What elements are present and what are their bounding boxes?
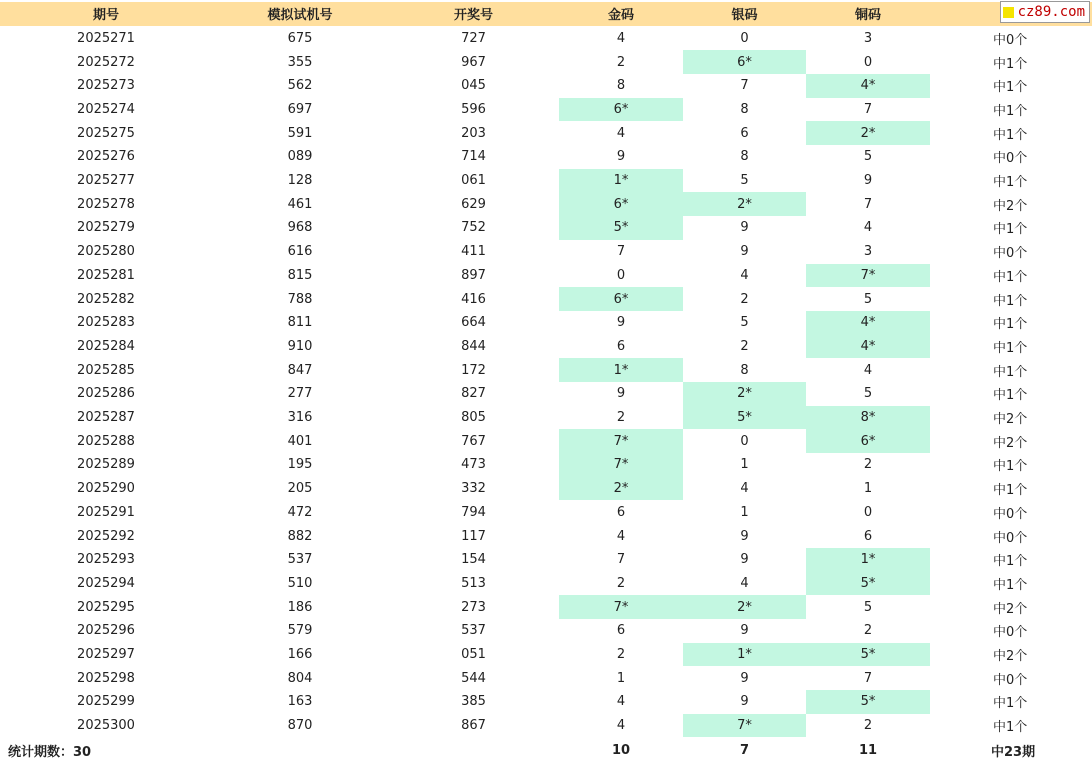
cell-period: 2025286 [77,386,135,402]
cell-test-number: 205 [287,481,313,497]
cell-bronze-digit: 5 [863,599,873,615]
table-row [0,287,1092,311]
cell-hit-count: 中0个 [993,151,1028,167]
cell-period: 2025293 [77,552,135,568]
cell-bronze-digit: 2 [863,457,873,473]
cell-hit-count: 中0个 [993,32,1028,48]
cell-draw-number: 051 [461,647,486,663]
table-row [0,666,1092,690]
cell-silver-digit: 6* [683,50,806,74]
cell-hit-count: 中2个 [993,198,1028,214]
cell-gold-digit: 6* [559,98,683,122]
cell-draw-number: 154 [461,552,486,568]
cell-gold-digit: 4 [616,125,626,141]
table-row [0,524,1092,548]
cell-gold-digit: 2 [616,410,626,426]
cell-period: 2025292 [77,528,135,544]
cell-period: 2025295 [77,599,135,615]
cell-silver-digit: 5 [740,173,749,189]
cell-test-number: 968 [287,220,313,236]
cell-period: 2025275 [77,125,135,141]
header-draw-number: 开奖号 [388,2,559,26]
cell-gold-digit: 1* [559,358,683,382]
watermark-text: cz89.com [1017,4,1085,20]
cell-draw-number: 967 [461,54,486,70]
cell-silver-digit: 9 [740,244,749,260]
cell-silver-digit: 0 [740,433,749,449]
cell-silver-digit: 9 [740,623,749,639]
cell-silver-digit: 4 [740,575,749,591]
cell-test-number: 089 [287,149,313,165]
cell-gold-digit: 2 [616,647,626,663]
cell-period: 2025299 [77,694,135,710]
cell-gold-digit: 1* [559,169,683,193]
cell-hit-count: 中1个 [993,56,1028,72]
cell-bronze-digit: 2 [863,718,873,734]
cell-silver-digit: 6 [740,125,749,141]
cell-period: 2025278 [77,196,135,212]
cell-gold-digit: 9 [616,149,626,165]
cell-gold-digit: 6* [559,287,683,311]
cell-test-number: 579 [287,623,313,639]
cell-bronze-digit: 5 [863,149,873,165]
cell-gold-digit: 5* [559,216,683,240]
cell-hit-count: 中1个 [993,175,1028,191]
cell-draw-number: 767 [461,433,486,449]
cell-bronze-digit: 4 [863,220,873,236]
cell-silver-digit: 9 [740,528,749,544]
cell-gold-digit: 7* [559,595,683,619]
cell-hit-count: 中0个 [993,625,1028,641]
cell-silver-digit: 4 [740,267,749,283]
cell-test-number: 166 [287,647,313,663]
cell-test-number: 788 [287,291,313,307]
cell-bronze-digit: 7* [806,264,930,288]
cell-bronze-digit: 2* [806,121,930,145]
cell-bronze-digit: 4* [806,74,930,98]
cell-hit-count: 中1个 [993,554,1028,570]
table-row [0,264,1092,288]
cell-hit-count: 中0个 [993,672,1028,688]
cell-bronze-digit: 5 [863,291,873,307]
cell-draw-number: 332 [461,481,486,497]
cell-hit-count: 中1个 [993,317,1028,333]
cell-gold-digit: 7 [616,244,626,260]
cell-gold-digit: 9 [616,386,626,402]
header-silver: 银码 [683,2,806,26]
table-row [0,382,1092,406]
cell-draw-number: 794 [461,504,486,520]
cell-hit-count: 中1个 [993,483,1028,499]
cell-test-number: 815 [287,267,313,283]
cell-period: 2025280 [77,244,135,260]
header-row [0,2,1092,26]
footer-gold-total: 10 [611,743,631,759]
cell-period: 2025279 [77,220,135,236]
cell-period: 2025276 [77,149,135,165]
cell-test-number: 562 [287,78,313,94]
cell-hit-count: 中1个 [993,459,1028,475]
cell-silver-digit: 1 [740,457,749,473]
cell-gold-digit: 2 [616,54,626,70]
cell-silver-digit: 9 [740,670,749,686]
cell-draw-number: 805 [461,410,486,426]
footer-silver-total: 7 [739,743,750,759]
cell-hit-count: 中1个 [993,364,1028,380]
cell-period: 2025298 [77,670,135,686]
cell-test-number: 401 [287,433,313,449]
cell-test-number: 697 [287,101,313,117]
cell-gold-digit: 1 [616,670,626,686]
table-row [0,27,1092,51]
cell-bronze-digit: 5 [863,386,873,402]
cell-draw-number: 416 [461,291,486,307]
table-row [0,145,1092,169]
footer-row [0,739,1092,763]
cell-bronze-digit: 5* [806,690,930,714]
cell-test-number: 128 [287,173,313,189]
cell-hit-count: 中1个 [993,103,1028,119]
cell-hit-count: 中2个 [993,412,1028,428]
table-row [0,429,1092,453]
table-row [0,453,1092,477]
cell-period: 2025277 [77,173,135,189]
cell-period: 2025271 [77,30,135,46]
cell-silver-digit: 9 [740,552,749,568]
cell-period: 2025284 [77,338,135,354]
cell-draw-number: 844 [461,338,486,354]
cell-bronze-digit: 7 [863,196,873,212]
cell-hit-count: 中1个 [993,222,1028,238]
table-row [0,192,1092,216]
cell-hit-count: 中1个 [993,80,1028,96]
cell-silver-digit: 8 [740,362,749,378]
cell-bronze-digit: 7 [863,670,873,686]
cell-gold-digit: 0 [616,267,626,283]
cell-period: 2025283 [77,315,135,331]
cell-draw-number: 061 [461,173,486,189]
cell-bronze-digit: 4 [863,362,873,378]
logo-square-icon [1003,7,1014,18]
cell-gold-digit: 6 [616,623,626,639]
site-watermark [1000,1,1090,23]
cell-period: 2025288 [77,433,135,449]
cell-draw-number: 714 [461,149,486,165]
cell-period: 2025289 [77,457,135,473]
table-row [0,74,1092,98]
footer-hit-total: 中23期 [991,745,1036,761]
cell-gold-digit: 7* [559,429,683,453]
cell-draw-number: 664 [461,315,486,331]
table-row [0,50,1092,74]
cell-hit-count: 中1个 [993,696,1028,712]
cell-period: 2025285 [77,362,135,378]
cell-test-number: 591 [287,125,313,141]
cell-draw-number: 544 [461,670,486,686]
cell-test-number: 882 [287,528,313,544]
table-row [0,335,1092,359]
cell-silver-digit: 8 [740,101,749,117]
cell-period: 2025287 [77,410,135,426]
cell-draw-number: 629 [461,196,486,212]
cell-bronze-digit: 0 [863,504,873,520]
cell-gold-digit: 9 [616,315,626,331]
cell-draw-number: 897 [461,267,486,283]
cell-gold-digit: 6* [559,192,683,216]
cell-test-number: 163 [287,694,313,710]
table-row [0,690,1092,714]
cell-draw-number: 385 [461,694,486,710]
table-row [0,121,1092,145]
cell-gold-digit: 4 [616,30,626,46]
cell-silver-digit: 2* [683,192,806,216]
table-row [0,406,1092,430]
cell-bronze-digit: 5* [806,643,930,667]
cell-period: 2025300 [77,718,135,734]
cell-gold-digit: 7* [559,453,683,477]
cell-silver-digit: 0 [740,30,749,46]
cell-period: 2025296 [77,623,135,639]
cell-draw-number: 117 [461,528,486,544]
cell-period: 2025274 [77,101,135,117]
cell-silver-digit: 7 [740,78,749,94]
cell-bronze-digit: 9 [863,173,873,189]
cell-bronze-digit: 6* [806,429,930,453]
cell-silver-digit: 1 [740,504,749,520]
cell-bronze-digit: 7 [863,101,873,117]
cell-bronze-digit: 4* [806,335,930,359]
cell-silver-digit: 1* [683,643,806,667]
cell-draw-number: 172 [461,362,486,378]
cell-silver-digit: 5 [740,315,749,331]
cell-bronze-digit: 0 [863,54,873,70]
table-row [0,240,1092,264]
cell-test-number: 510 [287,575,313,591]
cell-silver-digit: 9 [740,694,749,710]
cell-bronze-digit: 1 [863,481,873,497]
header-gold: 金码 [559,2,683,26]
cell-test-number: 195 [287,457,313,473]
cell-test-number: 675 [287,30,313,46]
table-row [0,216,1092,240]
cell-test-number: 847 [287,362,313,378]
cell-silver-digit: 5* [683,406,806,430]
cell-draw-number: 537 [461,623,486,639]
cell-draw-number: 867 [461,718,486,734]
cell-test-number: 616 [287,244,313,260]
cell-bronze-digit: 2 [863,623,873,639]
cell-hit-count: 中1个 [993,127,1028,143]
cell-test-number: 910 [287,338,313,354]
cell-hit-count: 中2个 [993,435,1028,451]
cell-test-number: 870 [287,718,313,734]
cell-draw-number: 411 [461,244,486,260]
cell-hit-count: 中0个 [993,246,1028,262]
cell-draw-number: 045 [461,78,486,94]
cell-bronze-digit: 1* [806,548,930,572]
cell-test-number: 277 [287,386,313,402]
cell-hit-count: 中1个 [993,577,1028,593]
cell-test-number: 355 [287,54,313,70]
cell-period: 2025297 [77,647,135,663]
cell-period: 2025294 [77,575,135,591]
table-row [0,311,1092,335]
header-test-number: 模拟试机号 [212,2,388,26]
table-row [0,98,1092,122]
cell-gold-digit: 4 [616,694,626,710]
cell-draw-number: 473 [461,457,486,473]
cell-test-number: 186 [287,599,313,615]
cell-silver-digit: 4 [740,481,749,497]
table-row [0,477,1092,501]
table-row [0,595,1092,619]
cell-silver-digit: 2* [683,595,806,619]
cell-hit-count: 中1个 [993,388,1028,404]
table-row [0,548,1092,572]
cell-bronze-digit: 6 [863,528,873,544]
table-row [0,619,1092,643]
table-row [0,501,1092,525]
cell-bronze-digit: 3 [863,30,873,46]
cell-period: 2025291 [77,504,135,520]
table-row [0,358,1092,382]
cell-silver-digit: 7* [683,714,806,738]
cell-gold-digit: 8 [616,78,626,94]
cell-gold-digit: 7 [616,552,626,568]
cell-period: 2025281 [77,267,135,283]
cell-test-number: 537 [287,552,313,568]
cell-test-number: 316 [287,410,313,426]
cell-hit-count: 中2个 [993,649,1028,665]
cell-period: 2025273 [77,78,135,94]
cell-draw-number: 273 [461,599,486,615]
cell-gold-digit: 6 [616,338,626,354]
cell-hit-count: 中1个 [993,340,1028,356]
header-bronze: 铜码 [806,2,930,26]
cell-silver-digit: 9 [740,220,749,236]
cell-bronze-digit: 3 [863,244,873,260]
footer-bronze-total: 11 [858,743,878,759]
cell-draw-number: 513 [461,575,486,591]
cell-gold-digit: 4 [616,528,626,544]
cell-test-number: 804 [287,670,313,686]
cell-gold-digit: 2* [559,477,683,501]
cell-hit-count: 中0个 [993,506,1028,522]
cell-hit-count: 中0个 [993,530,1028,546]
table-row [0,643,1092,667]
cell-draw-number: 827 [461,386,486,402]
cell-silver-digit: 8 [740,149,749,165]
cell-silver-digit: 2 [740,291,749,307]
table-row [0,169,1092,193]
cell-silver-digit: 2* [683,382,806,406]
cell-period: 2025272 [77,54,135,70]
cell-draw-number: 596 [461,101,486,117]
cell-draw-number: 727 [461,30,486,46]
cell-silver-digit: 2 [740,338,749,354]
table-row [0,572,1092,596]
cell-hit-count: 中1个 [993,720,1028,736]
cell-test-number: 811 [287,315,313,331]
table-row [0,714,1092,738]
cell-draw-number: 203 [461,125,486,141]
cell-test-number: 461 [287,196,313,212]
cell-period: 2025290 [77,481,135,497]
cell-draw-number: 752 [461,220,486,236]
cell-period: 2025282 [77,291,135,307]
cell-hit-count: 中1个 [993,293,1028,309]
cell-hit-count: 中1个 [993,269,1028,285]
cell-bronze-digit: 5* [806,572,930,596]
cell-bronze-digit: 4* [806,311,930,335]
cell-gold-digit: 2 [616,575,626,591]
cell-bronze-digit: 8* [806,406,930,430]
cell-gold-digit: 6 [616,504,626,520]
header-period: 期号 [0,2,212,26]
cell-test-number: 472 [287,504,313,520]
cell-hit-count: 中2个 [993,601,1028,617]
footer-count: 统计期数：30 [8,745,92,761]
cell-gold-digit: 4 [616,718,626,734]
